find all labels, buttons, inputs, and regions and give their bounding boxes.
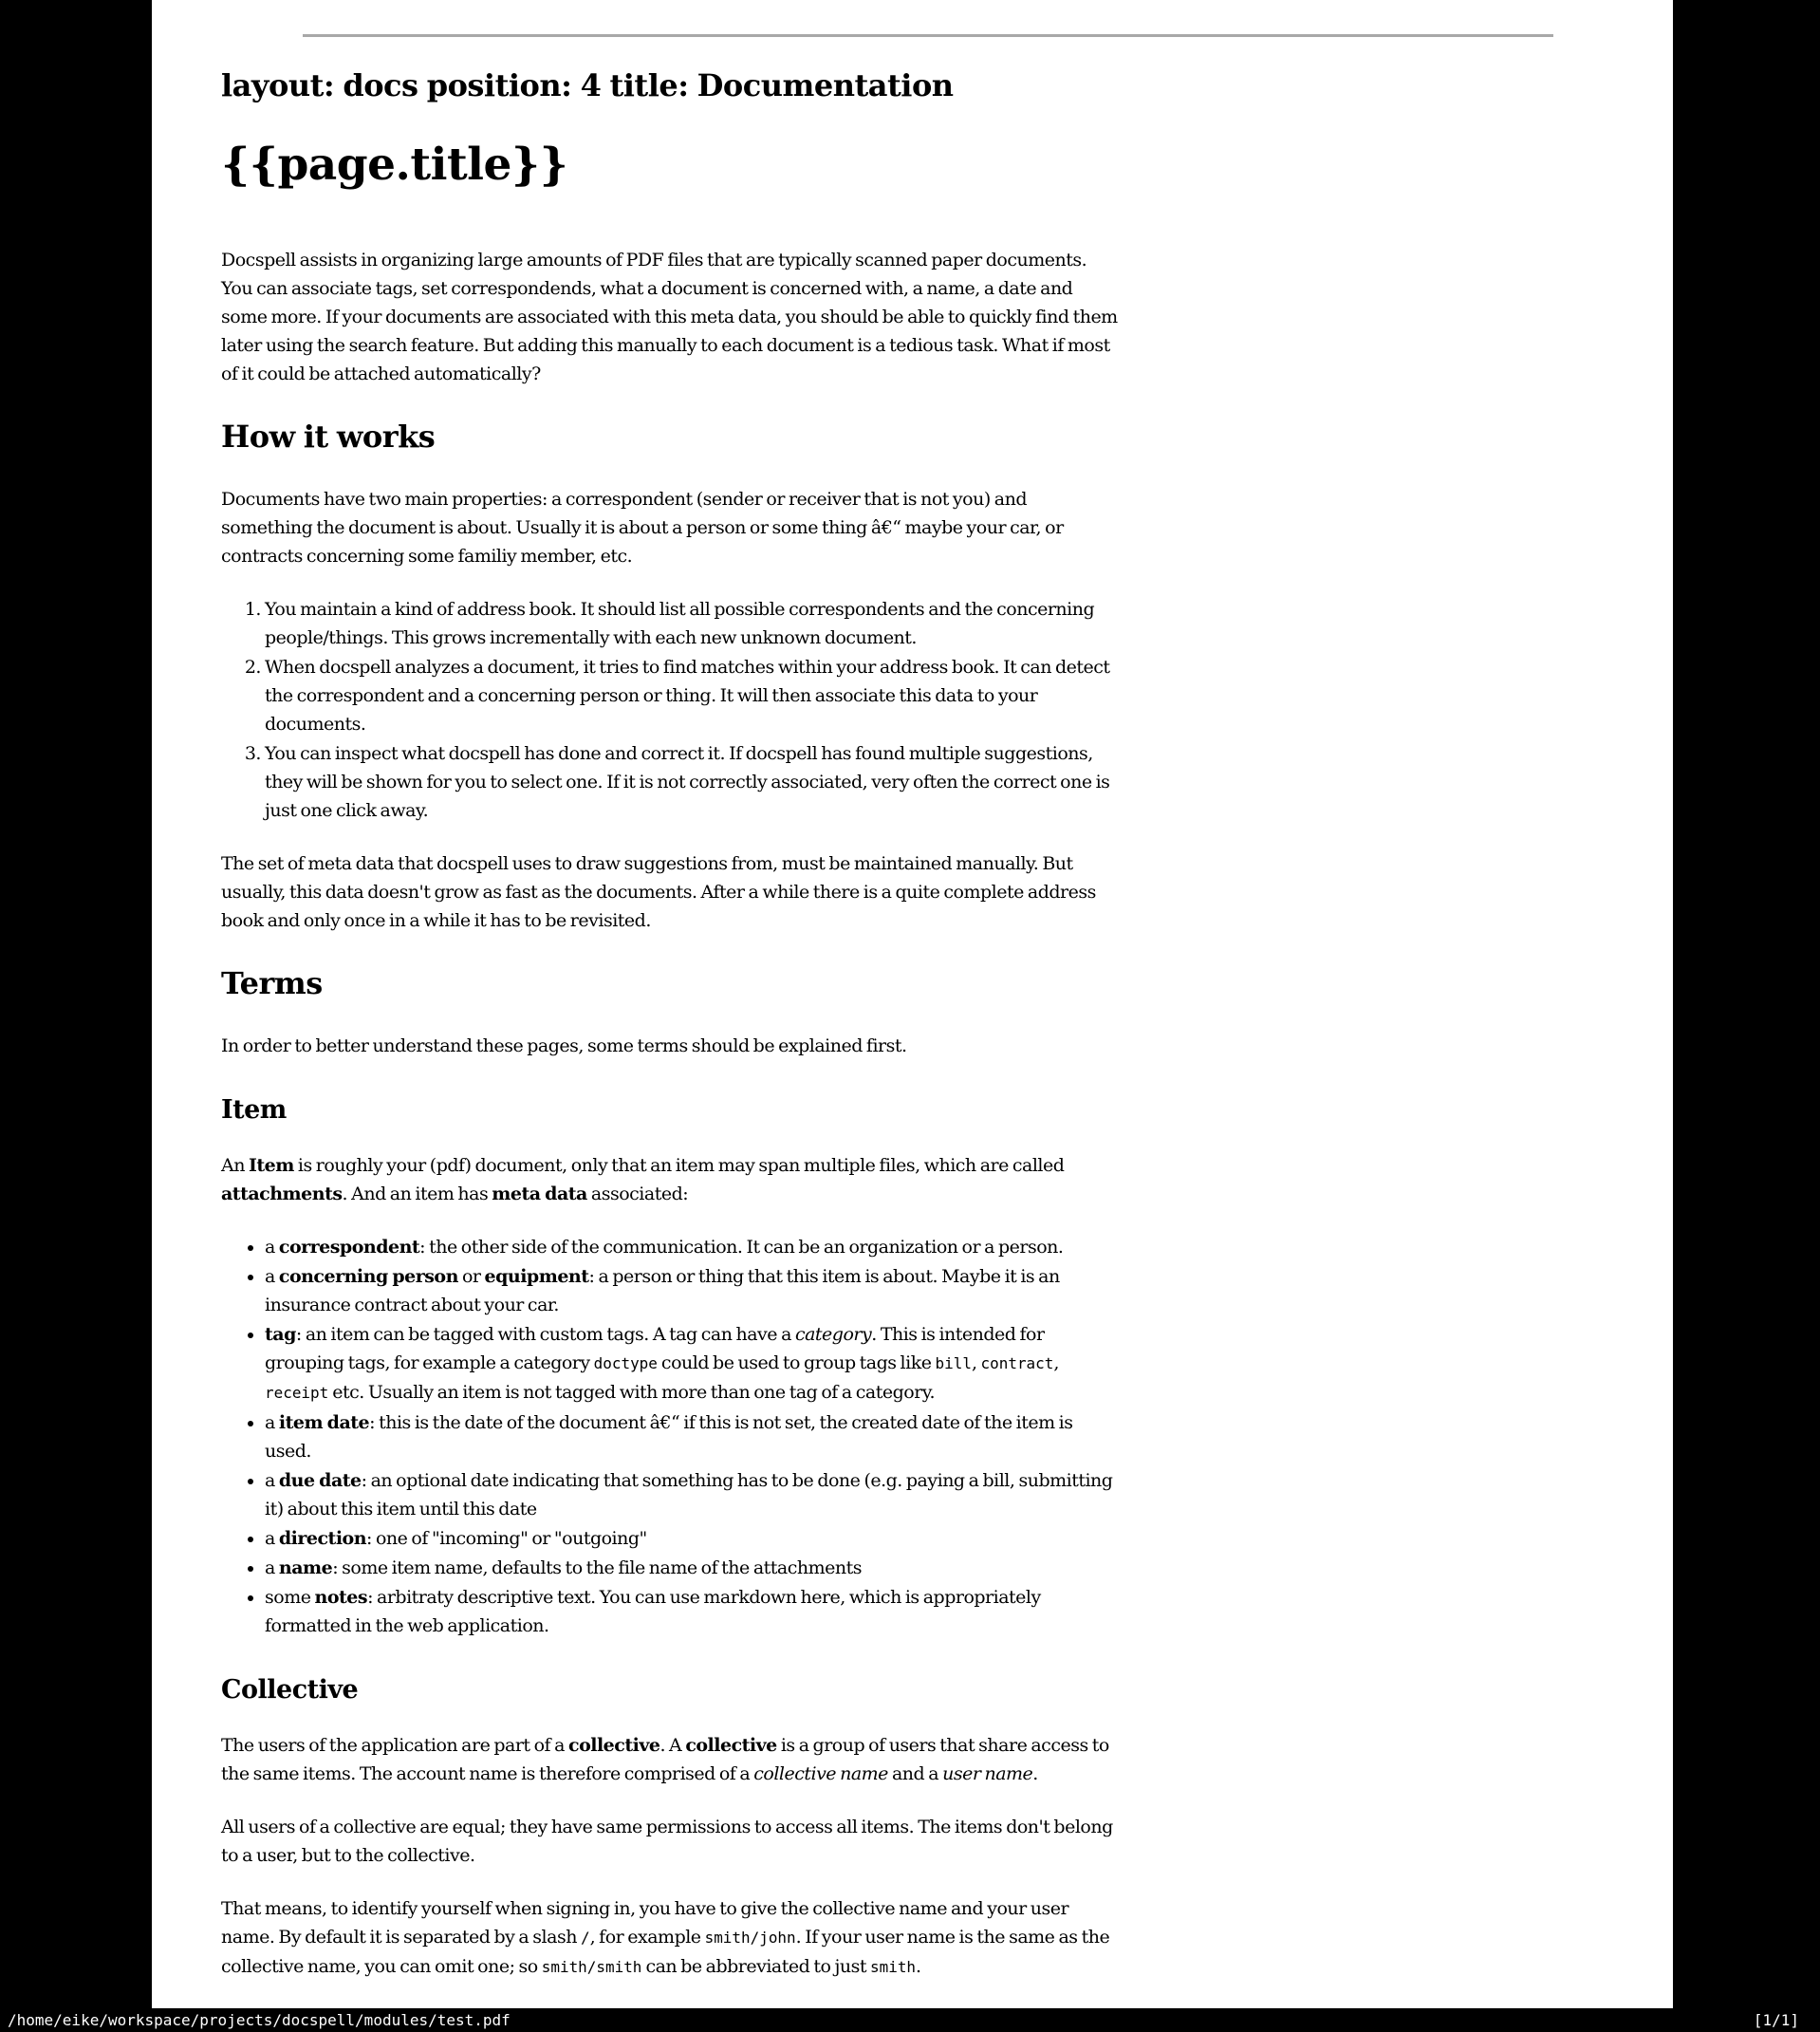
bold-run: direction xyxy=(278,1528,367,1549)
plain-run: : arbitraty descriptive text. You can use markdown here, which is appropriately formatted in the web application. xyxy=(265,1587,1041,1636)
plain-run: a xyxy=(265,1412,279,1433)
doc-p xyxy=(221,1032,1120,1060)
plain-run: could be used to group tags like xyxy=(657,1352,936,1373)
list-item xyxy=(265,739,1120,825)
bold-run: name xyxy=(278,1557,333,1578)
plain-run: can be abbreviated to just xyxy=(641,1956,871,1977)
bold-run: item date xyxy=(278,1412,370,1433)
doc-p xyxy=(221,1813,1120,1870)
plain-run: How it works xyxy=(221,419,436,455)
plain-run: . A xyxy=(659,1735,686,1756)
doc-p xyxy=(221,849,1120,935)
list-item xyxy=(265,1466,1120,1523)
plain-run: : an optional date indicating that something has to be done (e.g. paying a bill, submitting it) about this item until this date xyxy=(265,1470,1113,1519)
doc-p xyxy=(221,246,1120,388)
plain-run: layout: docs position: 4 title: Documentation xyxy=(221,67,954,103)
doc-p xyxy=(221,1894,1120,1982)
bold-run: collective xyxy=(568,1735,660,1756)
plain-run: some xyxy=(265,1587,315,1608)
plain-run: The set of meta data that docspell uses to draw suggestions from, must be maintained manually. But usually, this data doesn't grow as fast as the documents. After a while there is a quite complete address book and only once in a while it has to be revisited. xyxy=(221,853,1096,931)
bold-run: correspondent xyxy=(278,1237,420,1258)
doc-p xyxy=(221,1731,1120,1788)
plain-run: All users of a collective are equal; they have same permissions to access all items. The items don't belong to a user, but to the collective. xyxy=(221,1817,1113,1866)
plain-run: Item xyxy=(221,1095,287,1125)
code-run: receipt xyxy=(265,1384,329,1402)
italic-run: user name xyxy=(942,1763,1033,1784)
plain-run: a xyxy=(265,1557,279,1578)
list-item xyxy=(265,1524,1120,1553)
plain-run: , xyxy=(971,1352,981,1373)
pdf-page xyxy=(152,0,1673,2008)
plain-run: An xyxy=(221,1155,249,1176)
plain-run: Docspell assists in organizing large amounts of PDF files that are typically scanned paper documents. You can associate tags, set correspondends, what a document is concerned with, a name, a date and some more. If your documents are associated with this meta data, you should be able to quickly find them later using the search feature. But adding this manually to each document is a tedious task. What if most of it could be attached automatically? xyxy=(221,250,1118,384)
list-item xyxy=(265,1320,1120,1407)
code-run: smith/john xyxy=(704,1929,796,1947)
pdf-page-content xyxy=(221,0,1120,2006)
plain-run: : some item name, defaults to the file name of the attachments xyxy=(332,1557,863,1578)
code-run: smith xyxy=(870,1958,917,1976)
plain-run: : this is the date of the document â€“ if this is not set, the created date of the item is used. xyxy=(265,1412,1073,1462)
bold-run: meta data xyxy=(492,1184,587,1204)
plain-run: a xyxy=(265,1470,279,1491)
code-run: doctype xyxy=(593,1354,658,1372)
doc-hr xyxy=(303,34,1553,37)
italic-run: collective name xyxy=(753,1763,888,1784)
plain-run: When docspell analyzes a document, it tries to find matches within your address book. It can detect the correspondent and a concerning person or thing. It will then associate this data to your documents. xyxy=(265,657,1110,735)
status-bar xyxy=(0,2008,1820,2032)
plain-run: a xyxy=(265,1237,279,1258)
doc-h2 xyxy=(221,65,1120,105)
list-item xyxy=(265,1408,1120,1465)
plain-run: In order to better understand these pages, some terms should be explained first. xyxy=(221,1035,907,1056)
status-file-path: /home/eike/workspace/projects/docspell/modules/test.pdf xyxy=(8,2011,511,2029)
doc-ul xyxy=(221,1233,1120,1640)
plain-run: a xyxy=(265,1266,279,1287)
doc-p xyxy=(221,485,1120,570)
plain-run: . xyxy=(1032,1763,1038,1784)
doc-h2 xyxy=(221,963,1120,1003)
italic-run: category xyxy=(794,1324,872,1345)
plain-run: and a xyxy=(887,1763,943,1784)
plain-run: , xyxy=(1053,1352,1059,1373)
doc-ol xyxy=(221,595,1120,825)
plain-run: : a person or thing that this item is about. Maybe it is an insurance contract about your car. xyxy=(265,1266,1060,1315)
bold-run: notes xyxy=(314,1587,368,1608)
plain-run: That means, to identify yourself when signing in, you have to give the collective name and your user name. By default it is separated by a slash xyxy=(221,1898,1069,1948)
plain-run: is a group of users that share access to the same items. The account name is therefore comprised of a xyxy=(221,1735,1109,1784)
plain-run: etc. Usually an item is not tagged with more than one tag of a category. xyxy=(328,1382,936,1403)
code-run: bill xyxy=(935,1354,972,1372)
doc-h1 xyxy=(221,138,1120,193)
plain-run: : the other side of the communication. It can be an organization or a person. xyxy=(419,1237,1064,1258)
plain-run: or xyxy=(457,1266,485,1287)
plain-run: a xyxy=(265,1528,279,1549)
plain-run: You maintain a kind of address book. It should list all possible correspondents and the concerning people/things. This grows incrementally with each new unknown document. xyxy=(265,599,1095,648)
doc-h3 xyxy=(221,1094,1120,1127)
plain-run: The users of the application are part of a xyxy=(221,1735,568,1756)
plain-run: : one of "incoming" or "outgoing" xyxy=(366,1528,647,1549)
list-item xyxy=(265,653,1120,738)
plain-run: , for example xyxy=(589,1927,705,1948)
plain-run: {{page.title}} xyxy=(221,139,568,191)
bold-run: Item xyxy=(249,1155,294,1176)
bold-run: attachments xyxy=(221,1184,343,1204)
list-item xyxy=(265,1262,1120,1319)
code-run: contract xyxy=(980,1354,1054,1372)
code-run: / xyxy=(580,1929,590,1947)
plain-run: . This is intended for grouping tags, for example a category xyxy=(265,1324,1045,1373)
plain-run: . And an item has xyxy=(342,1184,492,1204)
bold-run: equipment xyxy=(484,1266,589,1287)
list-item xyxy=(265,1583,1120,1640)
bold-run: due date xyxy=(278,1470,362,1491)
plain-run: Collective xyxy=(221,1675,359,1705)
status-page-indicator: [1/1] xyxy=(1753,2011,1799,2029)
plain-run: associated: xyxy=(586,1184,689,1204)
doc-h2 xyxy=(221,417,1120,457)
list-item xyxy=(265,1233,1120,1261)
plain-run: Documents have two main properties: a correspondent (sender or receiver that is not you) and something the document is about. Usually it is about a person or some thing â€“ maybe your car, or contracts concerning some familiy member, etc. xyxy=(221,489,1064,567)
plain-run: . xyxy=(916,1956,921,1977)
plain-run: is roughly your (pdf) document, only that an item may span multiple files, which are called xyxy=(293,1155,1065,1176)
plain-run: : an item can be tagged with custom tags. A tag can have a xyxy=(295,1324,795,1345)
plain-run: You can inspect what docspell has done and correct it. If docspell has found multiple suggestions, they will be shown for you to select one. If it is not correctly associated, very often the correct one is just one click away. xyxy=(265,743,1110,821)
bold-run: collective xyxy=(685,1735,777,1756)
plain-run: Terms xyxy=(221,965,323,1001)
code-run: smith/smith xyxy=(541,1958,642,1976)
list-item xyxy=(265,595,1120,652)
bold-run: tag xyxy=(265,1324,296,1345)
plain-run: . If your user name is the same as the collective name, you can omit one; so xyxy=(221,1927,1110,1977)
bold-run: concerning person xyxy=(278,1266,458,1287)
doc-p xyxy=(221,1151,1120,1208)
doc-h3 xyxy=(221,1674,1120,1706)
list-item xyxy=(265,1554,1120,1582)
